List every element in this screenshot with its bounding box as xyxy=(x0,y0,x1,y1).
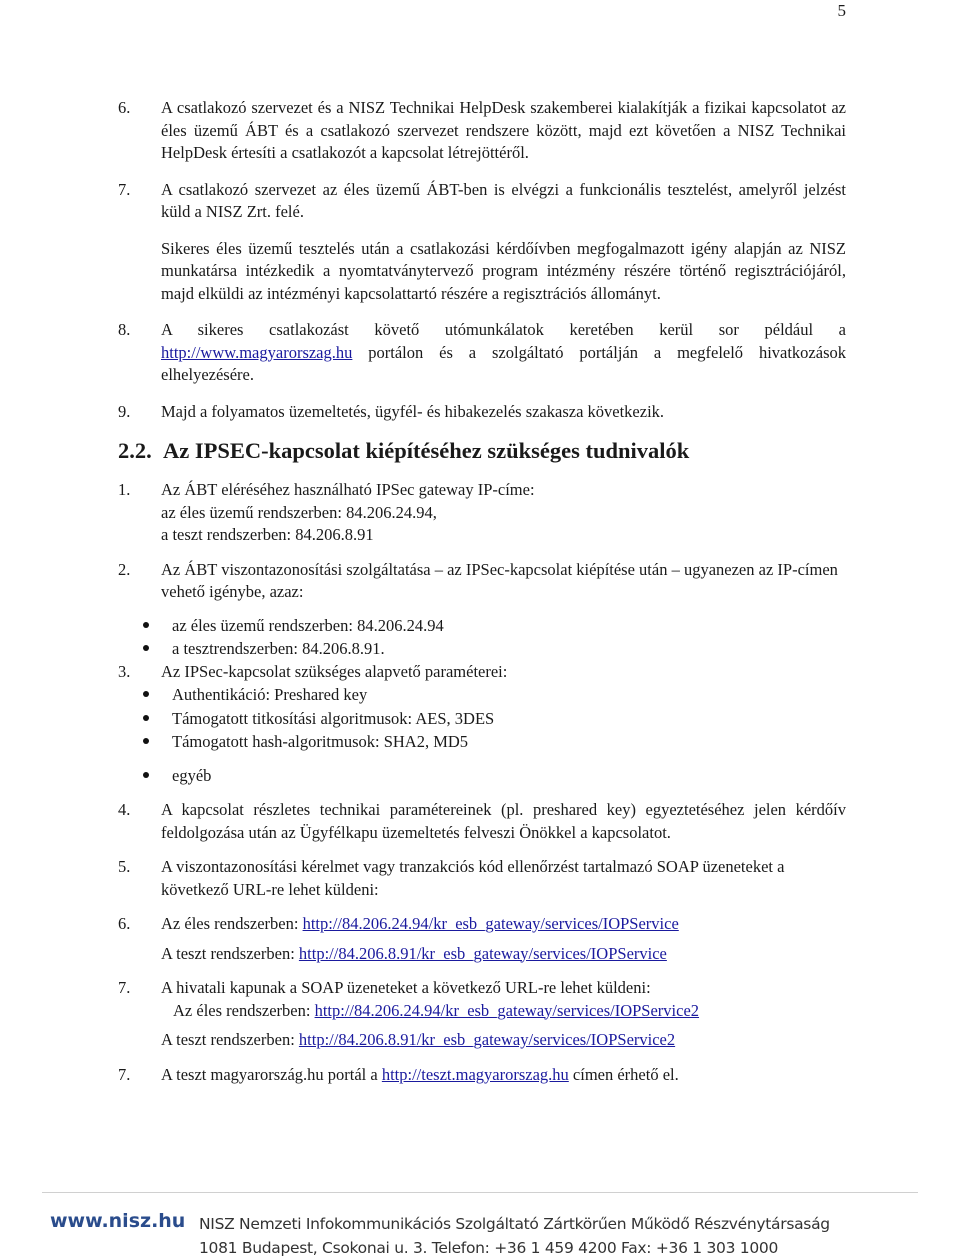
item-number: 3. xyxy=(118,661,131,681)
item-text: Majd a folyamatos üzemeltetés, ügyfél- és hibakezelés szakasza következik. xyxy=(161,401,665,421)
ipsec-item-1 xyxy=(118,479,846,547)
item-number: 6. xyxy=(118,98,131,117)
item-number: 5. xyxy=(118,857,131,876)
bullet-text: az éles üzemű rendszerben: 84.206.24.94 xyxy=(172,615,444,635)
list-item-8 xyxy=(118,319,846,387)
ipsec-item-7a xyxy=(118,977,846,1052)
bullet-icon xyxy=(143,738,149,744)
bullet-text: Támogatott hash-algoritmusok: SHA2, MD5 xyxy=(172,732,469,751)
bullet-icon xyxy=(143,622,149,628)
item-text: A kapcsolat részletes technikai paramétereinek (pl. preshared key) egyeztetéséhez jelen kérdőív feldolgozása után az Ügyfélkapu üzemeltetés felveszi Önökkel a kapcsolatot. xyxy=(161,800,846,842)
list-item xyxy=(118,730,846,754)
bullet-list-ip xyxy=(118,614,846,661)
item-number: 2. xyxy=(118,559,131,579)
ipsec-item-2 xyxy=(118,559,846,604)
footer-website: www.nisz.hu xyxy=(50,1210,186,1232)
footer-org-name: NISZ Nemzeti Infokommunikációs Szolgáltató Zártkörűen Működő Részvénytársaság xyxy=(199,1215,830,1233)
live-iopservice-link[interactable]: http://84.206.24.94/kr_esb_gateway/services/IOPService xyxy=(302,914,679,933)
item-number: 1. xyxy=(118,480,131,499)
footer-divider xyxy=(42,1192,918,1193)
live-iopservice2-link[interactable]: http://84.206.24.94/kr_esb_gateway/services/IOPService2 xyxy=(314,1000,700,1020)
page-number: 5 xyxy=(837,1,846,20)
magyarorszag-link[interactable]: http://www.magyarorszag.hu xyxy=(161,342,353,362)
ipsec-item-3 xyxy=(118,661,846,684)
teszt-magyarorszag-link[interactable]: http://teszt.magyarorszag.hu xyxy=(381,1064,569,1084)
item-number: 7. xyxy=(118,978,131,997)
url-label: A teszt rendszerben: xyxy=(161,943,295,963)
item-number: 8. xyxy=(118,320,131,339)
test-iopservice-link[interactable]: http://84.206.8.91/kr_esb_gateway/services/IOPService xyxy=(298,943,667,963)
bullet-text: egyéb xyxy=(172,765,212,785)
list-item xyxy=(118,764,846,788)
ipsec-item-7b xyxy=(118,1064,846,1087)
section-title: Az IPSEC-kapcsolat kiépítéséhez szükséges tudnivalók xyxy=(163,438,690,463)
item-text: A csatlakozó szervezet az éles üzemű ÁBT-ben is elvégzi a funkcionális tesztelést, amelyről jelzést küld a NISZ Zrt. felé. xyxy=(161,179,846,221)
section-number: 2.2. xyxy=(118,438,152,463)
item-text: címen érhető el. xyxy=(572,1064,679,1084)
item-text: A csatlakozó szervezet és a NISZ Technikai HelpDesk szakemberei kialakítják a fizikai kapcsolatot az éles üzemű ÁBT és a csatlakozó szervezet rendszere között, majd ezt követően a NISZ Technikai HelpDesk értesíti a csatlakozót a kapcsolat létrejöttéről. xyxy=(161,98,846,162)
item-text: A teszt magyarország.hu portál a xyxy=(161,1064,378,1084)
ipsec-item-6 xyxy=(118,913,846,965)
list-item xyxy=(118,707,846,731)
footer-org-address: 1081 Budapest, Csokonai u. 3. Telefon: +36 1 459 4200 Fax: +36 1 303 1000 xyxy=(199,1239,779,1257)
bullet-icon xyxy=(143,715,149,721)
ipsec-item-5 xyxy=(118,856,846,901)
bullet-icon xyxy=(143,645,149,651)
bullet-icon xyxy=(143,691,149,697)
item-text: A hivatali kapunak a SOAP üzeneteket a következő URL-re lehet küldeni: xyxy=(161,978,651,997)
item-text: portálon és a szolgáltató portálján a megfelelő hivatkozások elhelyezésére. xyxy=(161,342,847,384)
section-heading xyxy=(118,437,846,465)
list-item-9 xyxy=(118,401,846,424)
bullet-text: Támogatott titkosítási algoritmusok: AES, 3DES xyxy=(172,708,495,728)
ipsec-item-4 xyxy=(118,799,846,844)
url-label: A teszt rendszerben: xyxy=(161,1030,295,1049)
paragraph-success: Sikeres éles üzemű tesztelés után a csatlakozási kérdőívben megfogalmazott igény alapján az NISZ munkatársa intézkedik a nyomtatványtervező program intézmény részére történő regisztrációjáról, majd elküldi az intézményi kapcsolattartó részére a regisztrációs állományt. xyxy=(161,238,846,303)
url-label: Az éles rendszerben: xyxy=(161,914,299,933)
url-label: Az éles rendszerben: xyxy=(173,1000,311,1020)
bullet-icon xyxy=(143,772,149,778)
item-line: a teszt rendszerben: 84.206.8.91 xyxy=(161,525,374,544)
item-number: 7. xyxy=(118,179,131,199)
bullet-text: Authentikáció: Preshared key xyxy=(172,685,368,704)
footer-organization xyxy=(199,1212,830,1260)
list-item xyxy=(118,637,846,661)
item-number: 7. xyxy=(118,1064,131,1084)
item-number: 4. xyxy=(118,800,131,819)
list-item xyxy=(118,683,846,707)
list-item xyxy=(118,614,846,638)
test-iopservice2-link[interactable]: http://84.206.8.91/kr_esb_gateway/services/IOPService2 xyxy=(298,1030,676,1049)
item-number: 6. xyxy=(118,914,131,933)
bullet-list-params xyxy=(118,683,846,787)
item-number: 9. xyxy=(118,401,131,421)
list-item-7 xyxy=(118,179,846,224)
item-line: Az ÁBT eléréséhez használható IPSec gateway IP-címe: xyxy=(161,480,535,499)
list-item-6 xyxy=(118,97,846,165)
item-text: Az ÁBT viszontazonosítási szolgáltatása – az IPSec-kapcsolat kiépítése után – ugyanezen az IP-címen vehető igénybe, azaz: xyxy=(161,559,838,601)
item-text: A viszontazonosítási kérelmet vagy tranzakciós kód ellenőrzést tartalmazó SOAP üzeneteket a következő URL-re lehet küldeni: xyxy=(161,857,785,899)
bullet-text: a tesztrendszerben: 84.206.8.91. xyxy=(172,639,385,658)
document-body xyxy=(118,97,846,1086)
item-text: Az IPSec-kapcsolat szükséges alapvető paraméterei: xyxy=(161,661,508,681)
item-text: A sikeres csatlakozást követő utómunkálatok keretében kerül sor például a xyxy=(161,320,846,339)
item-line: az éles üzemű rendszerben: 84.206.24.94, xyxy=(161,502,437,522)
